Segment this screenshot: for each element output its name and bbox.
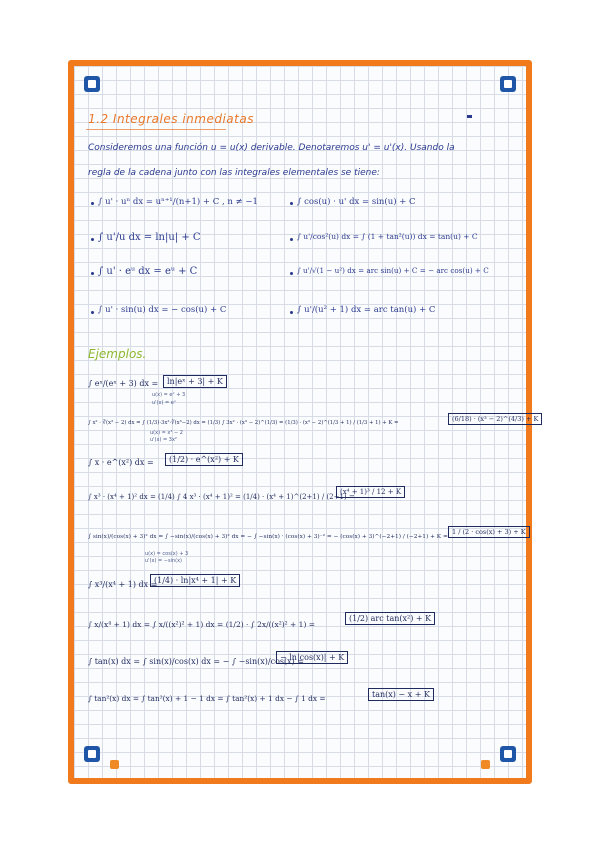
bullet	[91, 311, 94, 314]
answer-box-9: tan(x) − x + K	[368, 688, 434, 701]
bullet	[290, 238, 293, 241]
side-note: u(x) = x³ − 2	[150, 430, 183, 436]
example-9: ∫ tan²(x) dx = ∫ tan²(x) + 1 − 1 dx = ∫ tan²(x) + 1 dx − ∫ 1 dx =	[88, 694, 326, 703]
logo-icon-bottom-right	[500, 746, 516, 762]
example-7: ∫ x/(x⁴ + 1) dx = ∫ x/((x²)² + 1) dx = (1/2) · ∫ 2x/((x²)² + 1) =	[88, 620, 316, 629]
example-5: ∫ sin(x)/(cos(x) + 3)² dx = ∫ −sin(x)/(cos(x) + 3)² dx = − ∫ −sin(x) · (cos(x) + 3)⁻² = − (cos(x) + 3)^(−2+1) / (−2+1) + K =	[88, 534, 448, 540]
examples-heading: Ejemplos.	[88, 347, 147, 361]
answer-box-7: (1/2) arc tan(x²) + K	[345, 612, 435, 625]
orange-square-icon	[481, 760, 490, 769]
ink-dot	[467, 115, 472, 118]
formula-left-1: ∫ u' · uⁿ dx = uⁿ⁺¹/(n+1) + C , n ≠ −1	[98, 197, 258, 207]
orange-square-icon	[110, 760, 119, 769]
bullet	[91, 238, 94, 241]
answer-box-8: − ln|cos(x)| + K	[276, 651, 348, 664]
intro-line-2: regla de la cadena junto con las integrales elementales se tiene:	[88, 168, 380, 178]
example-4: ∫ x³ · (x⁴ + 1)² dx = (1/4) ∫ 4 x³ · (x⁴ + 1)² = (1/4) · (x⁴ + 1)^(2+1) / (2+1) =	[88, 493, 355, 501]
logo-icon-top-left	[84, 76, 100, 92]
side-note: u'(x) = eˣ	[152, 400, 177, 406]
answer-box-1: ln|eˣ + 3| + K	[163, 375, 227, 388]
example-2: ∫ x² · ∛(x³ − 2) dx = ∫ (1/3)·3x²·∛(x³−2) dx = (1/3) ∫ 3x² · (x³ − 2)^(1/3) = (1/3) · (x³ − 2)^(1/3 + 1) / (1/3 + 1) + K =	[88, 420, 399, 426]
answer-box-6: (1/4) · ln|x⁴ + 1| + K	[150, 574, 240, 587]
bullet	[91, 202, 94, 205]
example-6: ∫ x³/(x⁴ + 1) dx =	[88, 580, 158, 589]
bullet	[290, 202, 293, 205]
example-8: ∫ tan(x) dx = ∫ sin(x)/cos(x) dx = − ∫ −sin(x)/cos(x) =	[88, 657, 304, 666]
answer-box-3: (1/2) · e^(x²) + K	[165, 453, 243, 466]
bullet	[91, 272, 94, 275]
side-note: u'(x) = 3x²	[150, 437, 177, 443]
example-1: ∫ eˣ/(eˣ + 3) dx =	[88, 379, 159, 388]
formula-left-4: ∫ u' · sin(u) dx = − cos(u) + C	[98, 305, 227, 315]
formula-left-2: ∫ u'/u dx = ln|u| + C	[98, 232, 201, 243]
formula-right-2: ∫ u'/cos²(u) dx = ∫ (1 + tan²(u)) dx = tan(u) + C	[297, 232, 478, 241]
answer-box-2: (6/18) · (x³ − 2)^(4/3) + K	[448, 413, 542, 425]
formula-left-3: ∫ u' · eᵘ dx = eᵘ + C	[98, 266, 198, 277]
formula-right-4: ∫ u'/(u² + 1) dx = arc tan(u) + C	[297, 305, 436, 315]
answer-box-4: (x⁴ + 1)³ / 12 + K	[336, 486, 405, 498]
answer-box-5: 1 / (2 · cos(x) + 3) + K	[448, 526, 530, 538]
bullet	[290, 311, 293, 314]
logo-icon-bottom-left	[84, 746, 100, 762]
formula-right-1: ∫ cos(u) · u' dx = sin(u) + C	[297, 197, 416, 207]
title-underline	[86, 129, 226, 130]
intro-line-1: Consideremos una función u = u(x) derivable. Denotaremos u' = u'(x). Usando la	[88, 143, 455, 153]
example-3: ∫ x · e^(x²) dx =	[88, 458, 154, 467]
logo-icon-top-right	[500, 76, 516, 92]
bullet	[290, 272, 293, 275]
section-title: 1.2 Integrales inmediatas	[88, 112, 254, 126]
side-note: u'(x) = −sin(x)	[145, 558, 182, 564]
formula-right-3: ∫ u'/√(1 − u²) dx = arc sin(u) + C = − arc cos(u) + C	[297, 266, 489, 275]
side-note: u(x) = cos(x) + 3	[145, 551, 189, 557]
side-note: u(x) = eˣ + 3	[152, 392, 186, 398]
